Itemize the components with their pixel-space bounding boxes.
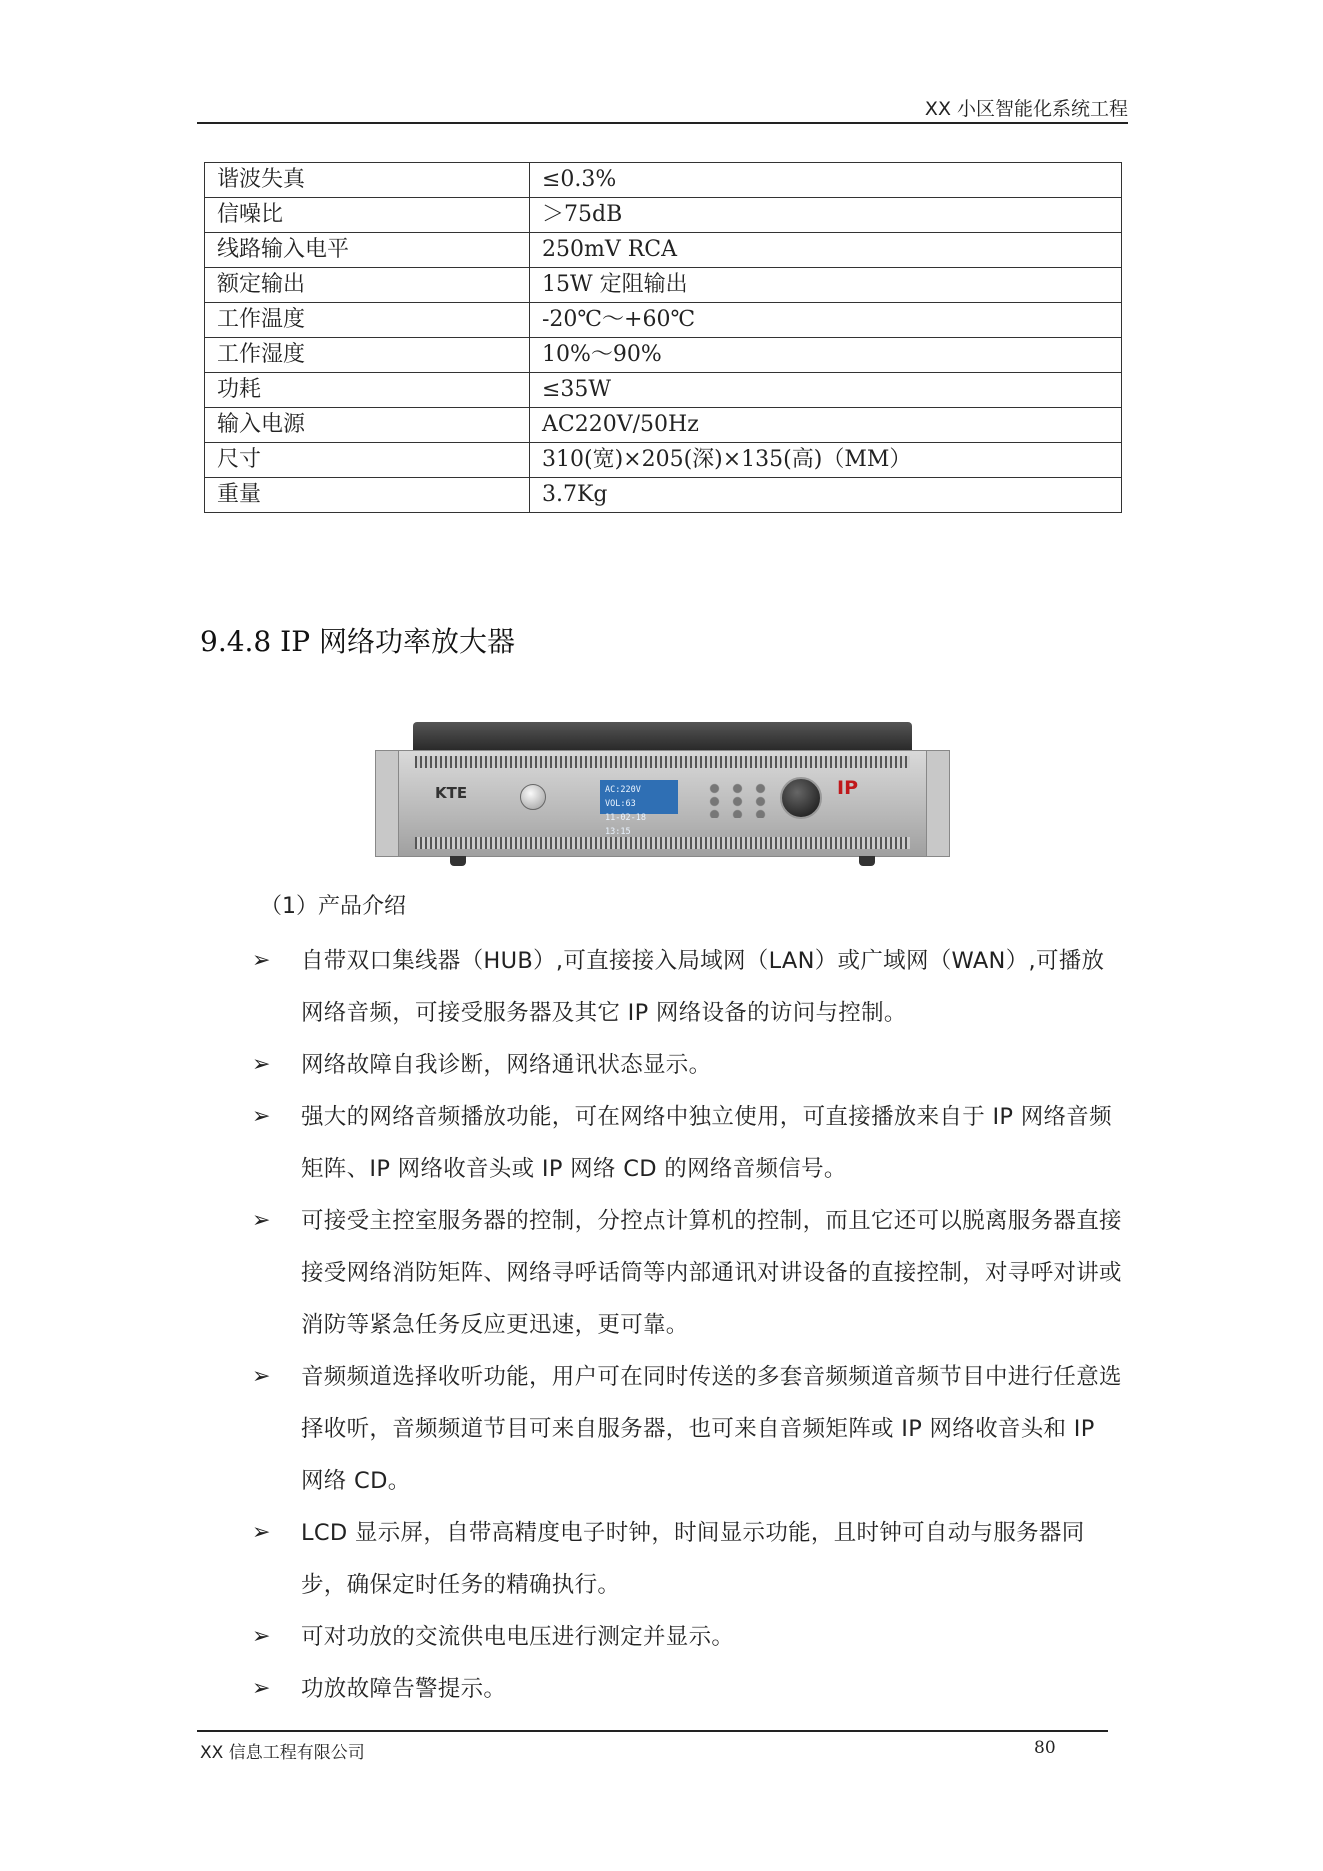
standby-knob xyxy=(520,784,546,810)
table-row xyxy=(205,163,1122,198)
vent-top xyxy=(415,756,910,768)
device-logo: KTE xyxy=(435,784,468,802)
spec-value: ＞75dB xyxy=(530,198,1122,233)
list-item-text: 音频频道选择收听功能，用户可在同时传送的多套音频频道音频节目中进行任意选择收听，音频频道节目可来自服务器，也可来自音频矩阵或 IP 网络收音头和 IP 网络 CD。 xyxy=(301,1364,1122,1494)
spec-label: 线路输入电平 xyxy=(205,233,530,268)
device-brand: IP xyxy=(837,777,858,799)
spec-label: 重量 xyxy=(205,478,530,513)
spec-value: 3.7Kg xyxy=(530,478,1122,513)
spec-value: ≤35W xyxy=(530,373,1122,408)
spec-table xyxy=(204,162,1122,513)
list-item xyxy=(252,1663,1124,1715)
intro-label: （1）产品介绍 xyxy=(260,894,406,919)
header-title: XX 小区智能化系统工程 xyxy=(924,98,1128,120)
device-button-grid xyxy=(703,782,773,818)
spec-value: 15W 定阻输出 xyxy=(530,268,1122,303)
list-item xyxy=(252,1091,1124,1195)
arrow-bullet-icon: ➢ xyxy=(252,1624,271,1649)
arrow-bullet-icon: ➢ xyxy=(252,1364,271,1389)
spec-label: 工作湿度 xyxy=(205,338,530,373)
spec-value: 10%～90% xyxy=(530,338,1122,373)
list-item-text: 可对功放的交流供电电压进行测定并显示。 xyxy=(301,1624,735,1650)
list-item xyxy=(252,1039,1124,1091)
rack-ear-left xyxy=(375,750,399,857)
list-item xyxy=(252,1351,1124,1507)
list-item xyxy=(252,1507,1124,1611)
spec-label: 信噪比 xyxy=(205,198,530,233)
table-row xyxy=(205,338,1122,373)
arrow-bullet-icon: ➢ xyxy=(252,1104,271,1129)
spec-label: 工作温度 xyxy=(205,303,530,338)
table-row xyxy=(205,303,1122,338)
list-item-text: 强大的网络音频播放功能，可在网络中独立使用，可直接播放来自于 IP 网络音频矩阵、IP 网络收音头或 IP 网络 CD 的网络音频信号。 xyxy=(301,1104,1112,1182)
list-item xyxy=(252,1195,1124,1351)
list-item-text: 网络故障自我诊断，网络通讯状态显示。 xyxy=(301,1052,712,1078)
amplifier-photo xyxy=(375,722,950,868)
device-foot xyxy=(859,856,875,866)
spec-label: 功耗 xyxy=(205,373,530,408)
table-row xyxy=(205,233,1122,268)
list-item xyxy=(252,1611,1124,1663)
section-title: 9.4.8 IP 网络功率放大器 xyxy=(200,625,515,658)
list-item-text: 可接受主控室服务器的控制，分控点计算机的控制，而且它还可以脱离服务器直接接受网络消防矩阵、网络寻呼话筒等内部通讯对讲设备的直接控制，对寻呼对讲或消防等紧急任务反应更迅速，更可靠。 xyxy=(301,1208,1122,1338)
page-number: 80 xyxy=(1034,1738,1056,1758)
arrow-bullet-icon: ➢ xyxy=(252,1676,271,1701)
spec-value: -20℃～+60℃ xyxy=(530,303,1122,338)
header-rule xyxy=(197,122,1128,124)
arrow-bullet-icon: ➢ xyxy=(252,1208,271,1233)
spec-label: 输入电源 xyxy=(205,408,530,443)
table-row xyxy=(205,408,1122,443)
device-foot xyxy=(450,856,466,866)
arrow-bullet-icon: ➢ xyxy=(252,948,271,973)
spec-value: AC220V/50Hz xyxy=(530,408,1122,443)
list-item-text: 功放故障告警提示。 xyxy=(301,1676,507,1702)
volume-knob xyxy=(780,777,822,819)
rack-ear-right xyxy=(926,750,950,857)
footer-company: XX 信息工程有限公司 xyxy=(200,1743,365,1763)
spec-label: 尺寸 xyxy=(205,443,530,478)
arrow-bullet-icon: ➢ xyxy=(252,1520,271,1545)
device-top-panel xyxy=(413,722,912,750)
footer-rule xyxy=(197,1730,1108,1732)
lcd-line-2: 11-02-18 13:15 xyxy=(605,813,646,837)
spec-label: 谐波失真 xyxy=(205,163,530,198)
feature-list xyxy=(252,935,1124,1715)
device-lcd xyxy=(600,780,678,837)
spec-label: 额定输出 xyxy=(205,268,530,303)
list-item-text: LCD 显示屏，自带高精度电子时钟，时间显示功能，且时钟可自动与服务器同步，确保定时任务的精确执行。 xyxy=(301,1520,1085,1598)
table-row xyxy=(205,268,1122,303)
list-item xyxy=(252,935,1124,1039)
list-item-text: 自带双口集线器（HUB）,可直接接入局域网（LAN）或广域网（WAN）,可播放网络音频，可接受服务器及其它 IP 网络设备的访问与控制。 xyxy=(301,948,1105,1026)
spec-value: 310(宽)×205(深)×135(高)（MM） xyxy=(530,443,1122,478)
table-row xyxy=(205,198,1122,233)
lcd-line-1: AC:220V VOL:63 xyxy=(605,785,641,809)
spec-value: 250mV RCA xyxy=(530,233,1122,268)
spec-value: ≤0.3% xyxy=(530,163,1122,198)
arrow-bullet-icon: ➢ xyxy=(252,1052,271,1077)
table-row xyxy=(205,443,1122,478)
table-row xyxy=(205,373,1122,408)
table-row xyxy=(205,478,1122,513)
